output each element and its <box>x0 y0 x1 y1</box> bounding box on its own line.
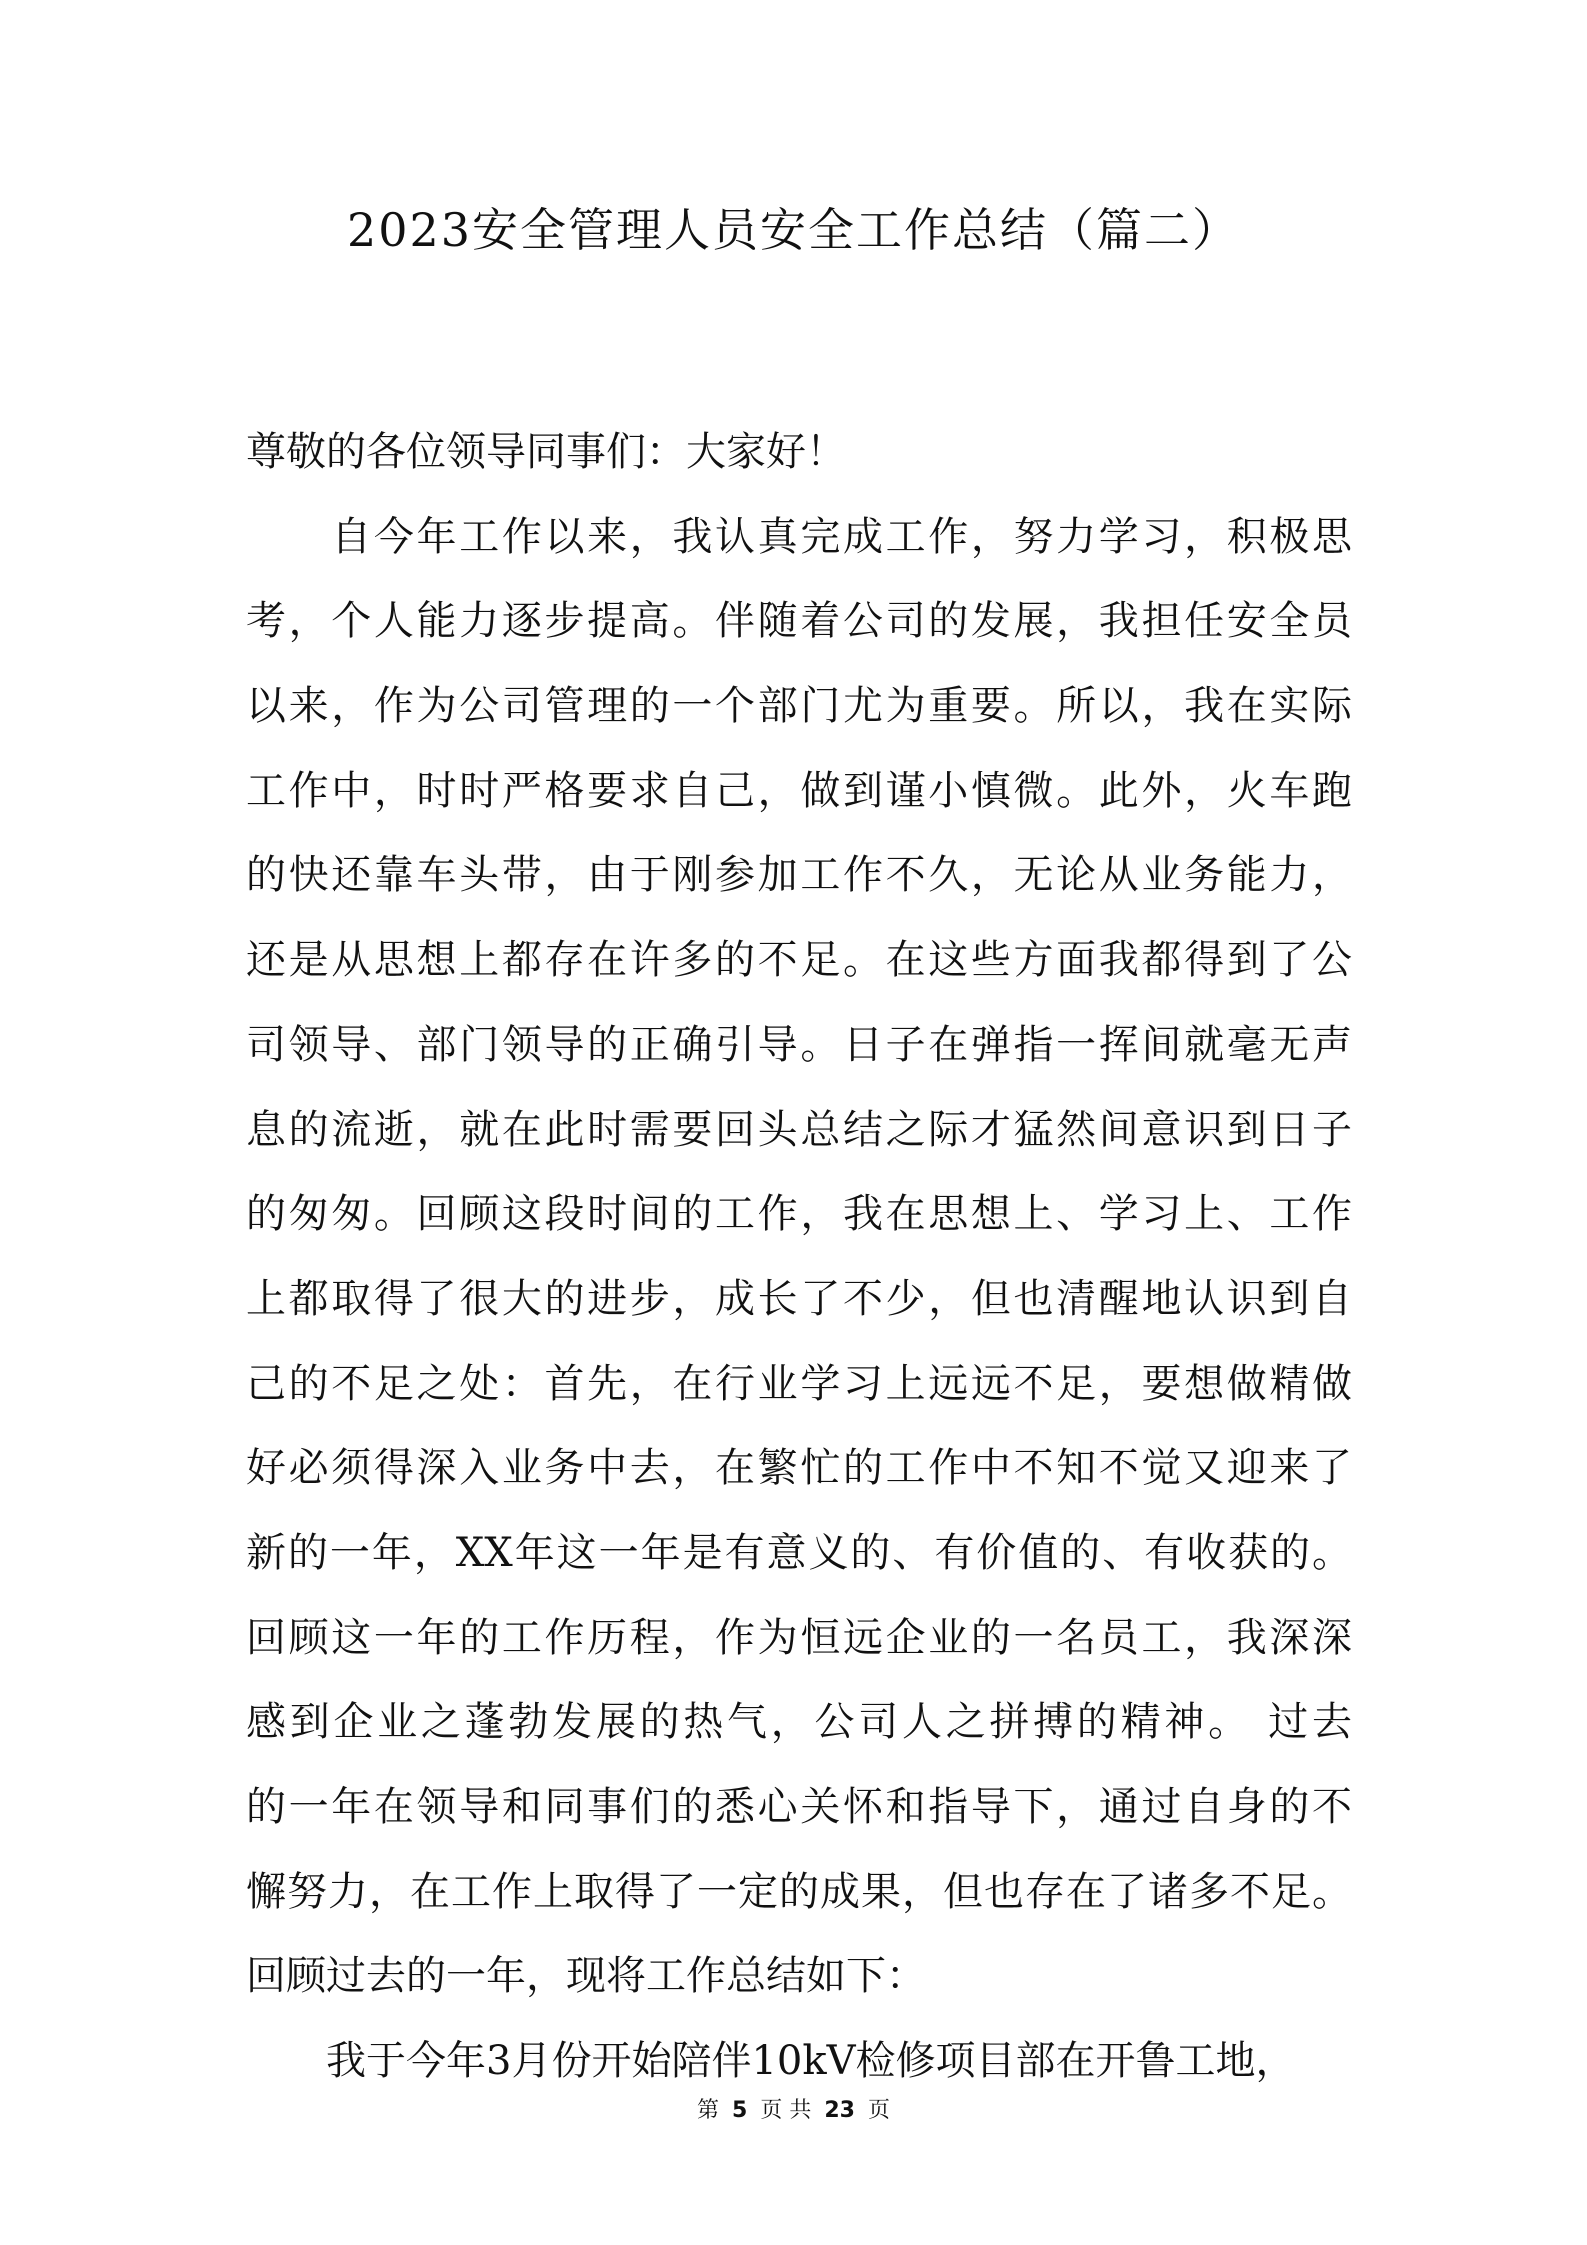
text-line: 自今年工作以来，我认真完成工作，努力学习，积极思 <box>246 513 1352 560</box>
footer-prefix: 第 <box>697 2098 720 2123</box>
footer-page-number: 5 <box>732 2098 748 2123</box>
text-line: 上都取得了很大的进步，成长了不少，但也清醒地认识到自 <box>246 1275 1352 1322</box>
text-line: 回顾过去的一年，现将工作总结如下： <box>246 1953 926 2000</box>
text-line: 的匆匆。回顾这段时间的工作，我在思想上、学习上、工作 <box>246 1191 1352 1238</box>
text-line: 息的流逝，就在此时需要回头总结之际才猛然间意识到日子 <box>246 1106 1352 1153</box>
footer-suffix: 页 <box>867 2098 890 2123</box>
document-body <box>246 410 1352 2104</box>
text-line: 感到企业之蓬勃发展的热气，公司人之拼搏的精神。 过去 <box>246 1699 1352 1746</box>
page-footer <box>0 2096 1587 2126</box>
document-title: 2023安全管理人员安全工作总结（篇二） <box>346 203 1241 257</box>
text-line: 司领导、部门领导的正确引导。日子在弹指一挥间就毫无声 <box>246 1021 1352 1068</box>
text-line: 懈努力，在工作上取得了一定的成果，但也存在了诸多不足。 <box>246 1868 1352 1915</box>
text-line: 的快还靠车头带，由于刚参加工作不久，无论从业务能力， <box>246 852 1352 899</box>
text-line: 的一年在领导和同事们的悉心关怀和指导下，通过自身的不 <box>246 1784 1352 1830</box>
text-line: 工作中，时时严格要求自己，做到谨小慎微。此外，火车跑 <box>246 767 1352 814</box>
text-line: 尊敬的各位领导同事们：大家好！ <box>246 429 846 475</box>
text-line: 回顾这一年的工作历程，作为恒远企业的一名员工，我深深 <box>246 1614 1352 1661</box>
text-line: 还是从思想上都存在许多的不足。在这些方面我都得到了公 <box>246 937 1352 984</box>
text-line: 我于今年3月份开始陪伴10kV检修项目部在开鲁工地， <box>246 2038 1296 2085</box>
text-line: 考，个人能力逐步提高。伴随着公司的发展，我担任安全员 <box>246 598 1352 645</box>
text-line: 新的一年，XX年这一年是有意义的、有价值的、有收获的。 <box>246 1529 1352 1576</box>
footer-total-pages: 23 <box>824 2098 855 2123</box>
footer-middle: 页 共 <box>760 2098 812 2123</box>
text-line: 己的不足之处：首先，在行业学习上远远不足，要想做精做 <box>246 1360 1352 1407</box>
text-line: 好必须得深入业务中去，在繁忙的工作中不知不觉又迎来了 <box>246 1445 1352 1492</box>
text-line: 以来，作为公司管理的一个部门尤为重要。所以，我在实际 <box>246 683 1352 730</box>
